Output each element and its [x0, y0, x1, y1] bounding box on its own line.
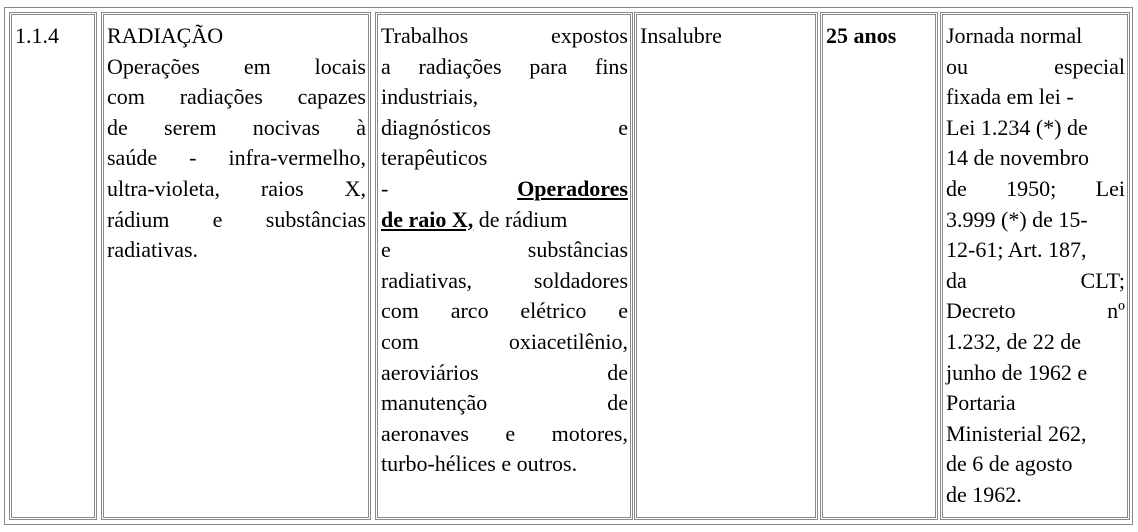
- activity-line: industriais,: [381, 84, 479, 110]
- notes-line: de 1950; Lei: [946, 175, 1125, 201]
- agent-line: saúde - infra-vermelho,: [107, 145, 366, 171]
- activity-line: e substâncias: [381, 237, 628, 263]
- activity-line: manutenção de: [381, 390, 628, 416]
- activities-cell: [375, 12, 633, 520]
- agent-line: de serem nocivas à: [107, 114, 366, 140]
- notes-line: da CLT;: [946, 267, 1125, 293]
- code-cell: [9, 12, 97, 520]
- classification-text: Insalubre: [640, 23, 722, 48]
- notes-line: Lei 1.234 (*) de: [946, 114, 1088, 140]
- activity-line-operators: [381, 174, 628, 205]
- activity-line: com arco elétrico e: [381, 298, 628, 324]
- notes-line: de 1962.: [946, 481, 1022, 507]
- agent-title: RADIAÇÃO: [107, 23, 224, 48]
- xray-rest: de rádium: [473, 206, 568, 232]
- notes-line: fixada em lei -: [946, 84, 1074, 110]
- activity-line: terapêuticos: [381, 145, 488, 171]
- notes-line: de 6 de agosto: [946, 451, 1073, 477]
- activity-line: diagnósticos e: [381, 114, 628, 140]
- activity-line: aeroviários de: [381, 359, 628, 385]
- code-text: 1.1.4: [15, 23, 59, 48]
- notes-line: Portaria: [946, 390, 1016, 416]
- notes-line: 3.999 (*) de 15-: [946, 206, 1088, 232]
- notes-line: 14 de novembro: [946, 145, 1089, 171]
- notes-line: 12-61; Art. 187,: [946, 237, 1087, 263]
- activity-line: aeronaves e motores,: [381, 420, 628, 446]
- agent-cell: [101, 12, 371, 520]
- notes-line: 1.232, de 22 de: [946, 328, 1082, 354]
- notes-line: ou especial: [946, 53, 1125, 79]
- notes-line: Ministerial 262,: [946, 420, 1087, 446]
- time-text: 25 anos: [826, 23, 897, 48]
- activity-line: turbo-hélices e outros.: [381, 451, 578, 477]
- agent-line: rádium e substâncias: [107, 206, 366, 232]
- notes-line: junho de 1962 e: [946, 359, 1088, 385]
- activity-line: Trabalhos expostos: [381, 23, 628, 48]
- agent-line: radiativas.: [107, 237, 199, 263]
- activity-line: a radiações para fins: [381, 53, 628, 79]
- notes-line: Jornada normal: [946, 23, 1083, 48]
- classification-cell: [634, 12, 818, 520]
- operators-emphasis: Operadores: [517, 175, 628, 201]
- agent-line: com radiações capazes: [107, 84, 366, 110]
- time-cell: [820, 12, 938, 520]
- activity-line-xray: [381, 205, 628, 236]
- notes-line: Decreto nº: [946, 298, 1125, 324]
- activity-line: com oxiacetilênio,: [381, 328, 628, 354]
- agent-line: Operações em locais: [107, 53, 366, 79]
- activity-line: radiativas, soldadores: [381, 267, 628, 293]
- agent-line: ultra-violeta, raios X,: [107, 175, 366, 201]
- xray-emphasis: de raio X,: [381, 206, 474, 232]
- notes-cell: [940, 12, 1130, 520]
- dash-text: -: [381, 175, 389, 201]
